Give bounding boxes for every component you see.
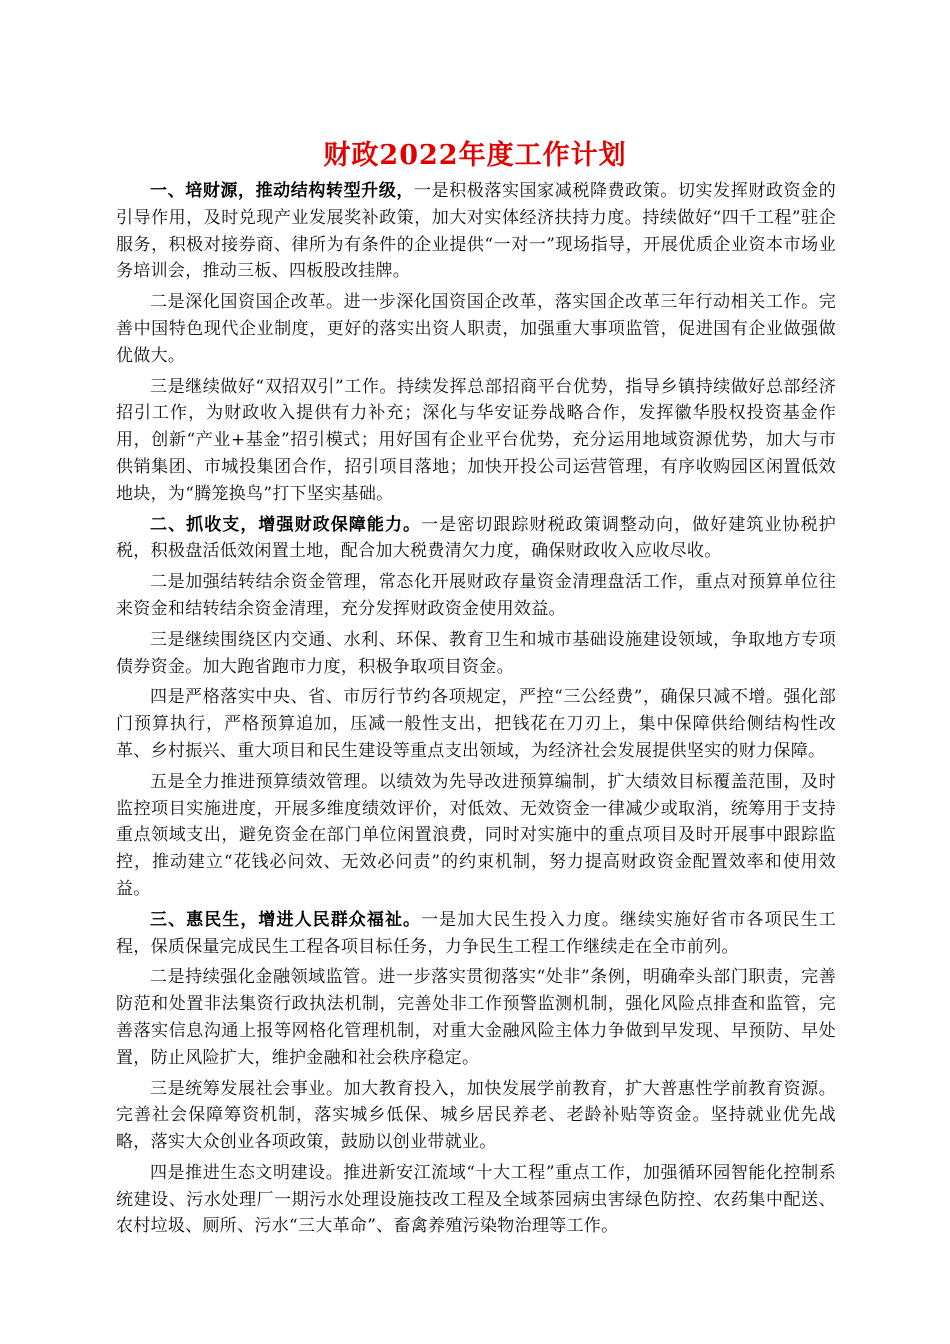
paragraph-text: 三是继续做好“双招双引”工作。持续发挥总部招商平台优势，指导乡镇持续做好总部经济招引工作，为财政收入提供有力补充；深化与华安证券战略合作，发挥徽华股权投资基金作用，创新“产业+基金”招引模式；用好国有企业平台优势，充分运用地域资源优势，加大与市供销集团、市城投集团合作，招引项目落地；加快开投公司运营管理，有序收购园区闲置低效地块，为“腾笼换鸟”打下坚实基础。 xyxy=(116,376,836,504)
section-heading: 二、抓收支，增强财政保障能力。 xyxy=(150,514,422,535)
paragraph-text: 四是推进生态文明建设。推进新安江流域“十大工程”重点工作，加强循环园智能化控制系统建设、污水处理厂一期污水处理设施技改工程及全域茶园病虫害绿色防控、农药集中配送、农村垃圾、厕所、污水“三大革命”、畜禽养殖污染物治理等工作。 xyxy=(116,1162,836,1237)
paragraph xyxy=(116,289,836,369)
paragraph-text: 三是统筹发展社会事业。加大教育投入，加快发展学前教育，扩大普惠性学前教育资源。完善社会保障筹资机制，落实城乡低保、城乡居民养老、老龄补贴等资金。坚持就业优先战略，落实大众创业各项政策，鼓励以创业带就业。 xyxy=(116,1078,836,1153)
paragraph-text: 三是继续围绕区内交通、水利、环保、教育卫生和城市基础设施建设领域，争取地方专项债券资金。加大跑省跑市力度，积极争取项目资金。 xyxy=(116,629,836,677)
paragraph xyxy=(116,907,836,961)
paragraph xyxy=(116,1076,836,1156)
paragraph-text: 一是积极落实国家减税降费政策。切实发挥财政资金的引导作用，及时兑现产业发展奖补政策，加大对实体经济扶持力度。持续做好“四千工程”驻企服务，积极对接券商、律所为有条件的企业提供“一对一”现场指导，开展优质企业资本市场业务培训会，推动三板、四板股改挂牌。 xyxy=(116,181,837,282)
paragraph xyxy=(116,178,836,285)
paragraph-text: 二是持续强化金融领域监管。进一步落实贯彻落实“处非”条例，明确牵头部门职责，完善防范和处置非法集资行政执法机制，完善处非工作预警监测机制，强化风险点排查和监管，完善落实信息沟通上报等网格化管理机制，对重大金融风险主体力争做到早发现、早预防、早处置，防止风险扩大，维护金融和社会秩序稳定。 xyxy=(116,967,836,1068)
paragraph xyxy=(116,374,836,508)
paragraph xyxy=(116,769,836,903)
document-body xyxy=(116,178,836,1244)
paragraph-text: 五是全力推进预算绩效管理。以绩效为先导改进预算编制，扩大绩效目标覆盖范围，及时监控项目实施进度，开展多维度绩效评价，对低效、无效资金一律减少或取消，统筹用于支持重点领域支出，避免资金在部门单位闲置浪费，同时对实施中的重点项目及时开展事中跟踪监控，推动建立“花钱必问效、无效必问责”的约束机制，努力提高财政资金配置效率和使用效益。 xyxy=(116,771,836,899)
section-heading: 三、惠民生，增进人民群众福祉。 xyxy=(150,909,422,930)
section-heading: 一、培财源，推动结构转型升级， xyxy=(150,181,414,201)
paragraph xyxy=(116,964,836,1071)
document-title: 财政2022年度工作计划 xyxy=(323,140,627,171)
paragraph xyxy=(116,1160,836,1240)
paragraph xyxy=(116,512,836,566)
paragraph xyxy=(116,684,836,764)
paragraph-text: 四是严格落实中央、省、市厉行节约各项规定，严控“三公经费”，确保只减不增。强化部门预算执行，严格预算追加，压减一般性支出，把钱花在刀刃上，集中保障供给侧结构性改革、乡村振兴、重大项目和民生建设等重点支出领域，为经济社会发展提供坚实的财力保障。 xyxy=(116,687,836,761)
paragraph-text: 二是深化国资国企改革。进一步深化国资国企改革，落实国企改革三年行动相关工作。完善中国特色现代企业制度，更好的落实出资人职责，加强重大事项监管，促进国有企业做强做优做大。 xyxy=(116,292,836,366)
paragraph xyxy=(116,569,836,623)
paragraph-text: 一是密切跟踪财税政策调整动向，做好建筑业协税护税，积极盘活低效闲置土地，配合加大税费清欠力度，确保财政收入应收尽收。 xyxy=(116,514,836,562)
paragraph xyxy=(116,627,836,681)
paragraph-text: 二是加强结转结余资金管理，常态化开展财政存量资金清理盘活工作，重点对预算单位往来资金和结转结余资金清理，充分发挥财政资金使用效益。 xyxy=(116,572,836,619)
paragraph-text: 一是加大民生投入力度。继续实施好省市各项民生工程，保质保量完成民生工程各项目标任务，力争民生工程工作继续走在全市前列。 xyxy=(116,909,836,957)
